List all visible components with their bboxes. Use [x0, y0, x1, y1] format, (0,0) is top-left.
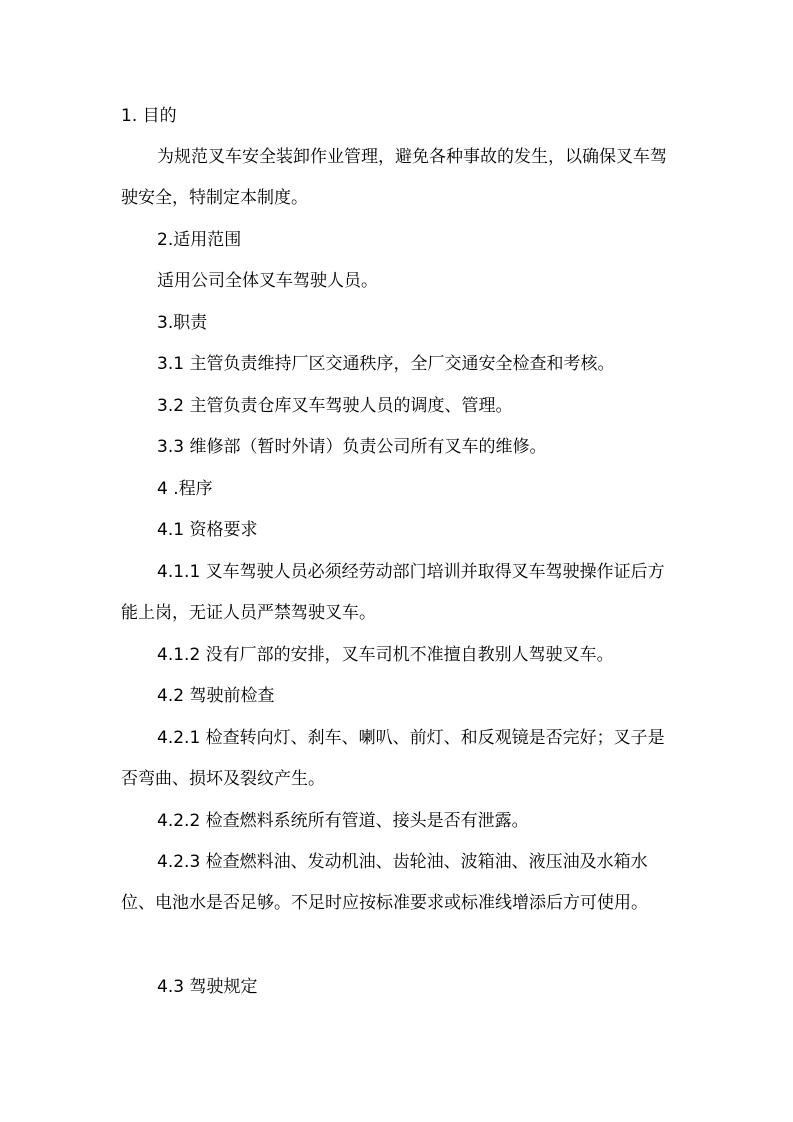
- subsection-4-2: 4.2 驾驶前检查: [157, 686, 275, 706]
- section-heading-purpose: 1. 目的: [121, 106, 177, 126]
- responsibility-3-2: 3.2 主管负责仓库叉车驾驶人员的调度、管理。: [157, 396, 513, 416]
- subsection-4-1: 4.1 资格要求: [157, 520, 258, 540]
- item-4-2-1: 4.2.1 检查转向灯、刹车、喇叭、前灯、和反观镜是否完好；叉子是否弯曲、损坏及裂纹产生。: [121, 728, 665, 789]
- item-4-1-1: 4.1.1 叉车驾驶人员必须经劳动部门培训并取得叉车驾驶操作证后方能上岗，无证人员严禁驾驶叉车。: [121, 562, 665, 623]
- item-4-2-2: 4.2.2 检查燃料系统所有管道、接头是否有泄露。: [157, 811, 529, 831]
- section-heading-responsibilities: 3.职责: [157, 313, 208, 333]
- section-heading-scope: 2.适用范围: [157, 230, 242, 250]
- subsection-4-3: 4.3 驾驶规定: [157, 977, 258, 997]
- responsibility-3-1: 3.1 主管负责维持厂区交通秩序，全厂交通安全检查和考核。: [157, 354, 615, 374]
- section-heading-procedure: 4 .程序: [157, 479, 213, 499]
- scope-text: 适用公司全体叉车驾驶人员。: [157, 271, 378, 291]
- purpose-text: 为规范叉车安全装卸作业管理，避免各种事故的发生，以确保叉车驾驶安全，特制定本制度。: [121, 147, 667, 208]
- item-4-1-2: 4.1.2 没有厂部的安排，叉车司机不准擅自教别人驾驶叉车。: [157, 645, 614, 665]
- item-4-2-3: 4.2.3 检查燃料油、发动机油、齿轮油、波箱油、液压油及水箱水位、电池水是否足够。不足时应按标准要求或标准线增添后方可使用。: [121, 852, 648, 913]
- responsibility-3-3: 3.3 维修部（暂时外请）负责公司所有叉车的维修。: [157, 437, 547, 457]
